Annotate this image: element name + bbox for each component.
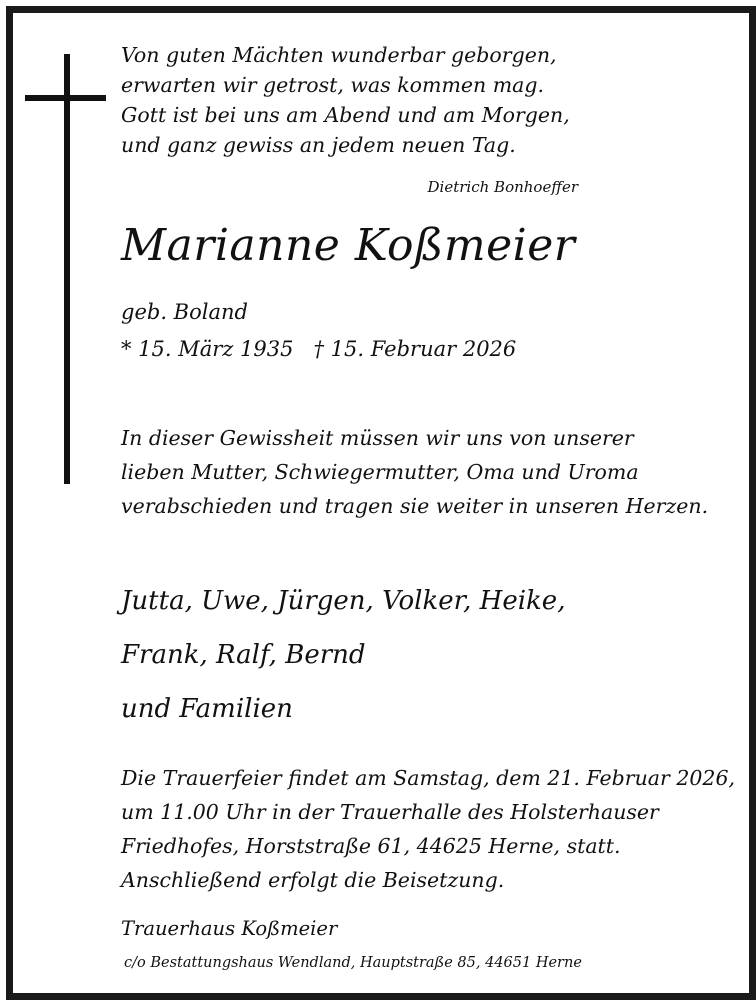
life-dates xyxy=(121,337,516,361)
mourners-line: Jutta, Uwe, Jürgen, Volker, Heike, xyxy=(121,586,566,616)
service-line: um 11.00 Uhr in der Trauerhalle des Holsterhauser xyxy=(121,800,659,824)
service-line: Friedhofes, Horststraße 61, 44625 Herne, statt. xyxy=(121,834,621,858)
funeral-home-address: c/o Bestattungshaus Wendland, Hauptstraße 85, 44651 Herne xyxy=(124,955,582,971)
poem-line: Gott ist bei uns am Abend und am Morgen, xyxy=(121,103,570,127)
mourners-list xyxy=(121,574,565,736)
poem-line: und ganz gewiss an jedem neuen Tag. xyxy=(121,133,516,157)
funeral-service-info xyxy=(121,761,735,897)
message-line: lieben Mutter, Schwiegermutter, Oma und Uroma xyxy=(121,460,639,484)
farewell-message xyxy=(121,421,708,523)
service-line: Die Trauerfeier findet am Samstag, dem 21. Februar 2026, xyxy=(121,766,736,790)
mourners-line: und Familien xyxy=(121,694,293,724)
birth-date: * 15. März 1935 xyxy=(121,337,294,361)
message-line: verabschieden und tragen sie weiter in unseren Herzen. xyxy=(121,494,709,518)
birth-name: geb. Boland xyxy=(121,300,248,324)
poem xyxy=(121,40,570,160)
poem-line: Von guten Mächten wunderbar geborgen, xyxy=(121,43,557,67)
deceased-name: Marianne Koßmeier xyxy=(121,220,576,271)
signature: Trauerhaus Koßmeier xyxy=(121,917,338,940)
death-date: † 15. Februar 2026 xyxy=(313,337,517,361)
poem-line: erwarten wir getrost, was kommen mag. xyxy=(121,73,545,97)
cross-icon xyxy=(64,54,70,484)
service-line: Anschließend erfolgt die Beisetzung. xyxy=(121,868,505,892)
poem-author: Dietrich Bonhoeffer xyxy=(427,178,578,196)
mourners-line: Frank, Ralf, Bernd xyxy=(121,640,366,670)
message-line: In dieser Gewissheit müssen wir uns von unserer xyxy=(121,426,634,450)
cross-icon-bar xyxy=(25,95,106,101)
